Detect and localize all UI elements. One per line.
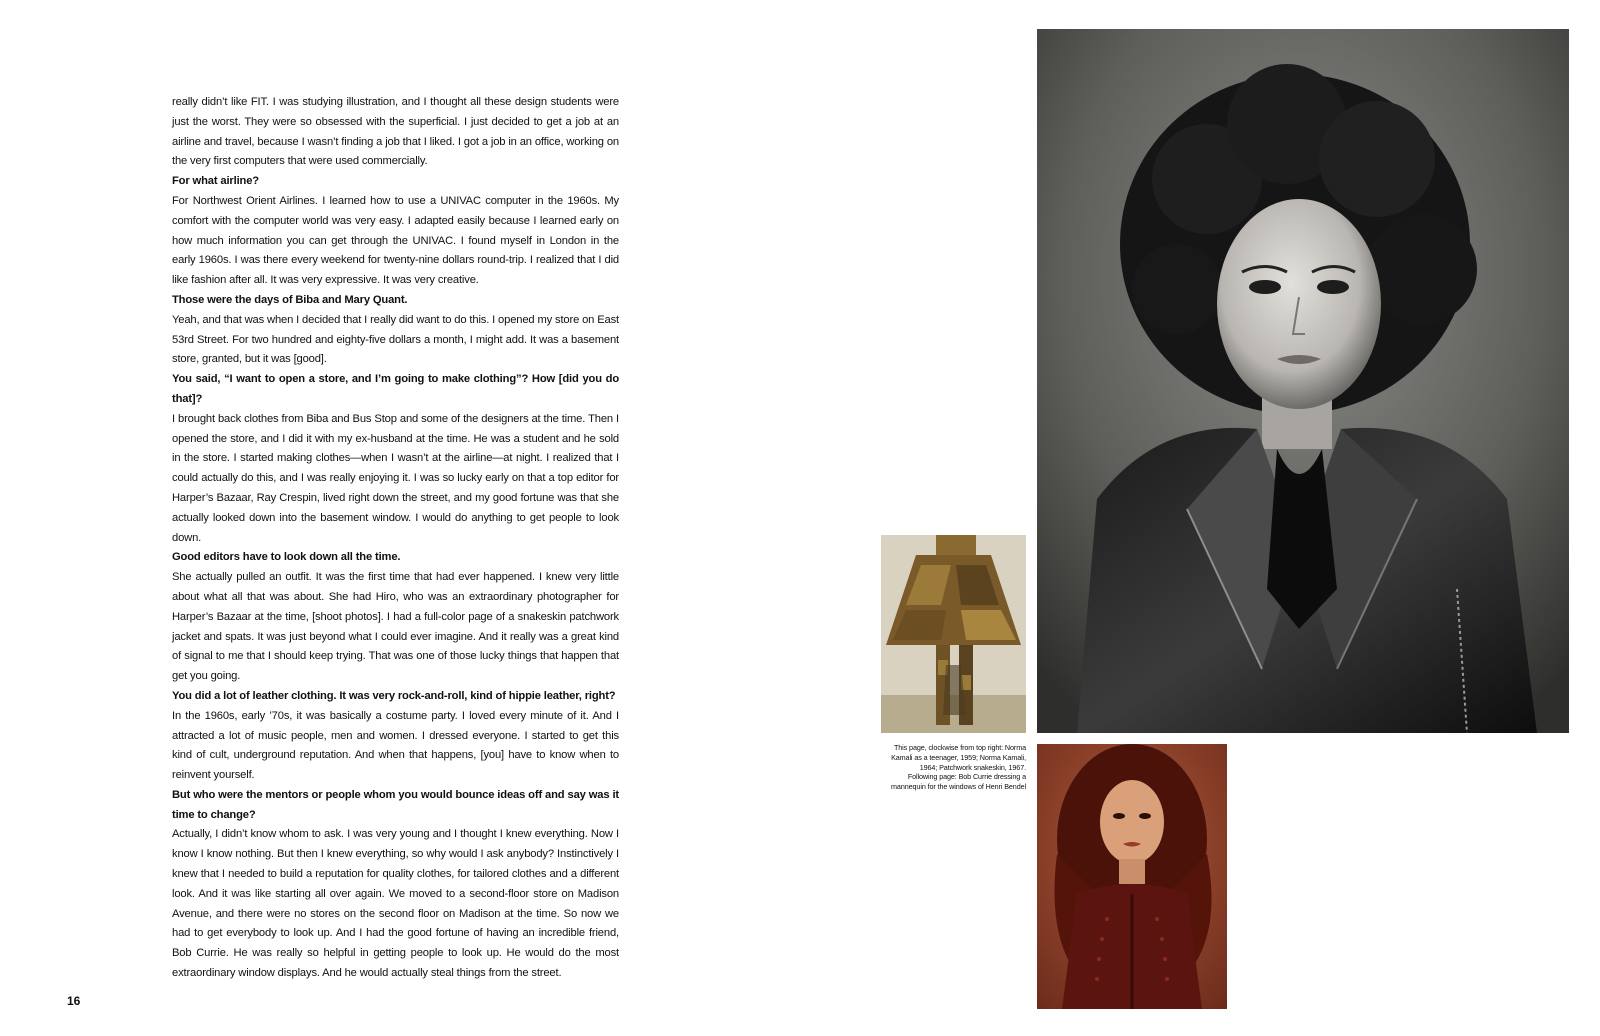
answer-paragraph: Actually, I didn’t know whom to ask. I was very young and I thought I knew everything. Now I know I know nothing. But then I knew everything, so why would I ask anybody? Instinctively I knew that I needed to build a reputation for quality clothes, for tailored clothes and a different look. And it was like starting all over again. We moved to a second-floor store on Madison Avenue, and there were no stores on the second floor on Madison at the time. So now we had to get everybody to look up. And I had the good fortune of having an incredible friend, Bob Currie. He was really so helpful in getting people to look up. He would do the most extraordinary window displays. And he would actually steal things from the street. (172, 828, 619, 980)
answer-paragraph: Yeah, and that was when I decided that I really did want to do this. I opened my store on East 53rd Street. For two hundred and eighty-five dollars a month, I might add. It was a basement store, granted, but it was [good]. (172, 313, 619, 366)
question-paragraph: You said, “I want to open a store, and I’m going to make clothing”? How [did you do that]? (172, 373, 619, 405)
page-number: 16 (67, 994, 81, 1008)
photo-caption: This page, clockwise from top right: Norma Kamali as a teenager, 1959; Norma Kamali, 1964; Patchwork snakeskin, 1967. Following page: Bob Currie dressing a mannequin for the windows of Henri Bendel (891, 743, 1026, 792)
answer-paragraph: really didn’t like FIT. I was studying illustration, and I thought all these design students were just the worst. They were so obsessed with the superficial. I just decided to get a job at an airline and travel, because I wasn’t finding a job that I liked. I got a job in an office, working on the very first computers that were used commercially. (172, 96, 619, 168)
question-paragraph: But who were the mentors or people whom you would bounce ideas off and say was it time to change? (172, 788, 619, 821)
question-paragraph: Good editors have to look down all the time. (172, 551, 401, 564)
snakeskin-photo (881, 535, 1026, 733)
interview-text (172, 93, 619, 984)
question-paragraph: Those were the days of Biba and Mary Quant. (172, 293, 408, 306)
portrait-photo-color (1037, 744, 1227, 1009)
answer-paragraph: For Northwest Orient Airlines. I learned how to use a UNIVAC computer in the 1960s. My comfort with the computer world was very easy. I adapted easily because I learned early on how much information you can get through the UNIVAC. I found myself in London in the early 1960s. I was there every weekend for twenty-nine dollars round-trip. I realized that I did like fashion after all. It was very expressive. It was very creative. (172, 194, 619, 287)
answer-paragraph: She actually pulled an outfit. It was the first time that had ever happened. I knew very little about what all that was about. She had Hiro, who was an extraordinary photographer for Harper’s Bazaar at the time, [shoot photos]. I had a full-color page of a snakeskin patchwork jacket and spats. It was just beyond what I could ever imagine. And it really was a great kind of signal to me that I should keep trying. That was one of those lucky things that happen that get you going. (172, 571, 619, 683)
question-paragraph: You did a lot of leather clothing. It was very rock-and-roll, kind of hippie leather, right? (172, 689, 616, 702)
portrait-photo-bw (1037, 29, 1569, 733)
answer-paragraph: I brought back clothes from Biba and Bus Stop and some of the designers at the time. Then I opened the store, and I did it with my ex-husband at the time. He was a student and he sold in the store. I started making clothes—when I wasn’t at the airline—at night. I realized that I could actually do this, and I was really enjoying it. I was so lucky early on that a top editor for Harper’s Bazaar, Ray Crespin, lived right down the street, and my good fortune was that she actually looked down into the basement window. I would do anything to get people to look down. (172, 412, 619, 544)
answer-paragraph: In the 1960s, early ’70s, it was basically a costume party. I loved every minute of it. And I attracted a lot of music people, men and women. I dressed everyone. I started to get this kind of cult, underground reputation. And when that happens, [you] have to know when to reinvent yourself. (172, 709, 619, 782)
question-paragraph: For what airline? (172, 175, 259, 188)
